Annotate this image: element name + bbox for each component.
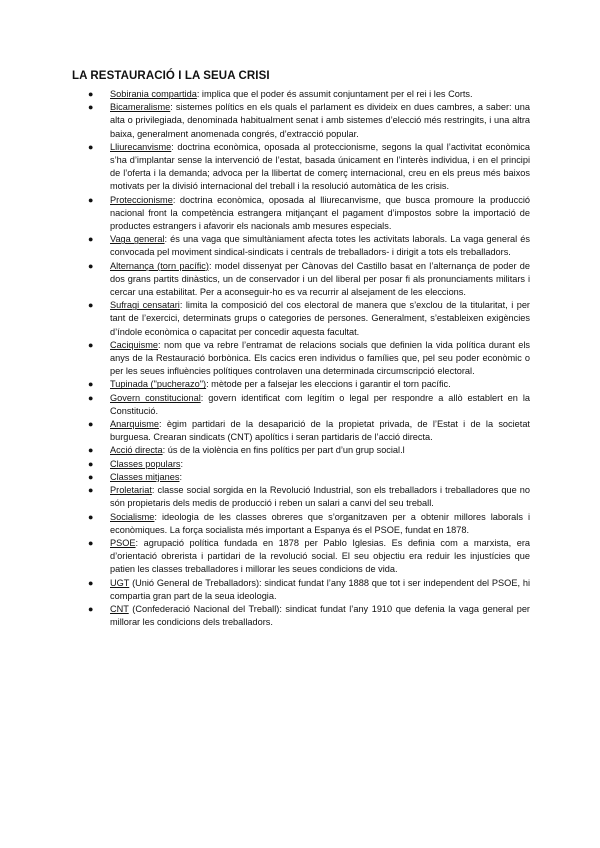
glossary-item <box>70 603 530 629</box>
bullet-icon: ● <box>88 485 94 496</box>
bullet-icon: ● <box>88 300 94 311</box>
glossary-item <box>70 511 530 537</box>
glossary-term: Acció directa <box>110 445 163 456</box>
glossary-item <box>70 260 530 300</box>
glossary-definition: : ègim partidari de la desaparició de la propietat privada, de l’Estat i de la societat burguesa. Crearan sindicats (CNT) apolítics i seran partidaris de l’acció directa. <box>110 419 530 443</box>
glossary-term: Proletariat <box>110 485 152 496</box>
glossary-definition: (Unió General de Treballadors): sindicat fundat l’any 1888 que tot i ser independent del PSOE, hi compartia gran part de la seua ideologia. <box>110 577 530 601</box>
glossary-item <box>70 537 530 577</box>
glossary-term: Caciquisme <box>110 339 158 350</box>
bullet-icon: ● <box>88 471 94 482</box>
bullet-icon: ● <box>88 537 94 548</box>
glossary-definition: : mètode per a falsejar les eleccions i garantir el torn pacífic. <box>206 379 451 390</box>
glossary-term: Lliurecanvisme <box>110 141 172 152</box>
glossary-item <box>70 378 530 391</box>
glossary-term: Govern constitucional <box>110 392 201 403</box>
bullet-icon: ● <box>88 379 94 390</box>
glossary-item <box>70 471 530 484</box>
glossary-item <box>70 194 530 234</box>
bullet-icon: ● <box>88 89 94 99</box>
glossary-term: Tupinada ("pucherazo") <box>110 379 207 390</box>
glossary-definition: : govern identificat com legítim o legal per respondre a allò establert en la Constitució. <box>110 392 530 416</box>
bullet-icon: ● <box>88 603 94 614</box>
glossary-definition: : és una vaga que simultàniament afecta totes les activitats laborals. La vaga general és convocada pel moviment sindical-sindicats i centrals de treballadors- i dirigit a tots els treballadors. <box>110 234 530 258</box>
bullet-icon: ● <box>88 577 94 588</box>
glossary-term: Sobirania compartida <box>110 89 197 99</box>
bullet-icon: ● <box>88 419 94 430</box>
glossary-term: Proteccionisme <box>110 194 173 205</box>
glossary-item <box>70 141 530 194</box>
glossary-definition: : doctrina econòmica, oposada al lliurecanvisme, que busca promoure la producció nacional front la competència estrangera mitjançant el pagament d’impostos sobre la importació de productes estrangers i afavorir els nacionals amb mesures especials. <box>110 194 530 232</box>
glossary-term: Alternança (torn pacífic) <box>110 260 209 271</box>
glossary-term: Bicameralisme <box>110 102 171 113</box>
bullet-icon: ● <box>88 458 94 469</box>
bullet-icon: ● <box>88 234 94 245</box>
glossary-definition: : nom que va rebre l’entramat de relacions socials que definien la vida política durant els anys de la Restauració borbònica. Els cacics eren individus o famílies que, pel seu poder econòmic o per les seues influències polítiques controlaven una determinada circumscripció electoral. <box>110 339 530 377</box>
glossary-item <box>70 418 530 444</box>
glossary-definition: : implica que el poder és assumit conjuntament per el rei i les Corts. <box>196 89 473 99</box>
glossary-item <box>70 101 530 141</box>
glossary-term: Sufragi censatari <box>110 300 180 311</box>
glossary-term: PSOE <box>110 537 136 548</box>
glossary-term: Anarquisme <box>110 419 160 430</box>
glossary-definition: (Confederació Nacional del Treball): sindicat fundat l’any 1910 que defenia la vaga general per millorar les condicions dels treballadors. <box>110 603 530 628</box>
glossary-definition: : sistemes polítics en els quals el parlament es divideix en dues cambres, a saber: una alta o privilegiada, denominada habitualment senat i amb sistemes d’elecció més restringits, i una altra baixa, generalment anomenada congrés, d’extracció popular. <box>110 102 530 139</box>
glossary-term: CNT <box>110 603 129 614</box>
glossary-item <box>70 484 530 510</box>
glossary-definition: : <box>180 458 184 469</box>
bullet-icon: ● <box>88 339 94 350</box>
document-page <box>70 70 530 629</box>
glossary-definition: : <box>179 471 183 482</box>
glossary-definition: : ús de la violència en fins polítics per part d’un grup social.l <box>162 445 405 456</box>
glossary-definition: : ideologia de les classes obreres que s’organitzaven per a obtenir millores laborals i econòmiques. La força socialista més important a Espanya és el PSOE, fundat en 1878. <box>110 511 530 535</box>
glossary-definition: : model dissenyat per Cànovas del Castillo basat en l’alternança de poder de dos grans partits dinàstics, un de conservador i un del liberal per posar fi als pronunciaments militars i cercar una estabilitat. Per a aconseguir-ho es va recurrir al alsejament de les eleccions. <box>110 260 530 298</box>
glossary-item <box>70 88 530 101</box>
glossary-item <box>70 444 530 457</box>
glossary-definition: : limita la composició del cos electoral de manera que s’exclou de la titularitat, i per tant de l’exercici, determinats grups o categories de persones. Generalment, s’estableixen exigències d’índole econòmica o capacitat per concedir aquesta facultat. <box>110 300 530 337</box>
glossary-term: Socialisme <box>110 511 155 522</box>
bullet-icon: ● <box>88 194 94 205</box>
glossary-item <box>70 233 530 259</box>
page-title: LA RESTAURACIÓ I LA SEUA CRISI <box>72 70 270 82</box>
glossary-term: Classes populars <box>110 458 181 469</box>
glossary-item <box>70 458 530 471</box>
glossary-item <box>70 392 530 418</box>
bullet-icon: ● <box>88 141 94 152</box>
glossary-item <box>70 299 530 339</box>
bullet-icon: ● <box>88 445 94 456</box>
glossary-term: Vaga general <box>110 234 165 245</box>
glossary-definition: : doctrina econòmica, oposada al proteccionisme, segons la qual l’activitat econòmica s’ha d’implantar sense la intervenció de l’estat, basada únicament en l’interès individua, i en el principi de l’oferta i la demanda; advoca per la llibertat de comerç internacional, creu en els preus més baixos motivats per la divisió internacional del treball i la resolució automàtica de les crisis. <box>110 141 530 192</box>
glossary-definition: : agrupació política fundada en 1878 per Pablo Iglesias. Es definia com a marxista, era d’orientació obrerista i partidari de la revolució social. El seu objectiu era reduir les injustícies que patien les classes treballadores i millorar les seues condicions de vida. <box>110 537 530 575</box>
glossary-item <box>70 577 530 603</box>
glossary-item <box>70 339 530 379</box>
glossary-list <box>70 88 530 629</box>
glossary-definition: : classe social sorgida en la Revolució Industrial, son els treballadors i treballadores que no són propietaris dels medis de producció i reben un salari a canvi del seu treball. <box>110 485 530 509</box>
glossary-term: Classes mitjanes <box>110 471 180 482</box>
bullet-icon: ● <box>88 102 94 113</box>
glossary-term: UGT <box>110 577 130 588</box>
bullet-icon: ● <box>88 392 94 403</box>
bullet-icon: ● <box>88 511 94 522</box>
bullet-icon: ● <box>88 260 94 271</box>
